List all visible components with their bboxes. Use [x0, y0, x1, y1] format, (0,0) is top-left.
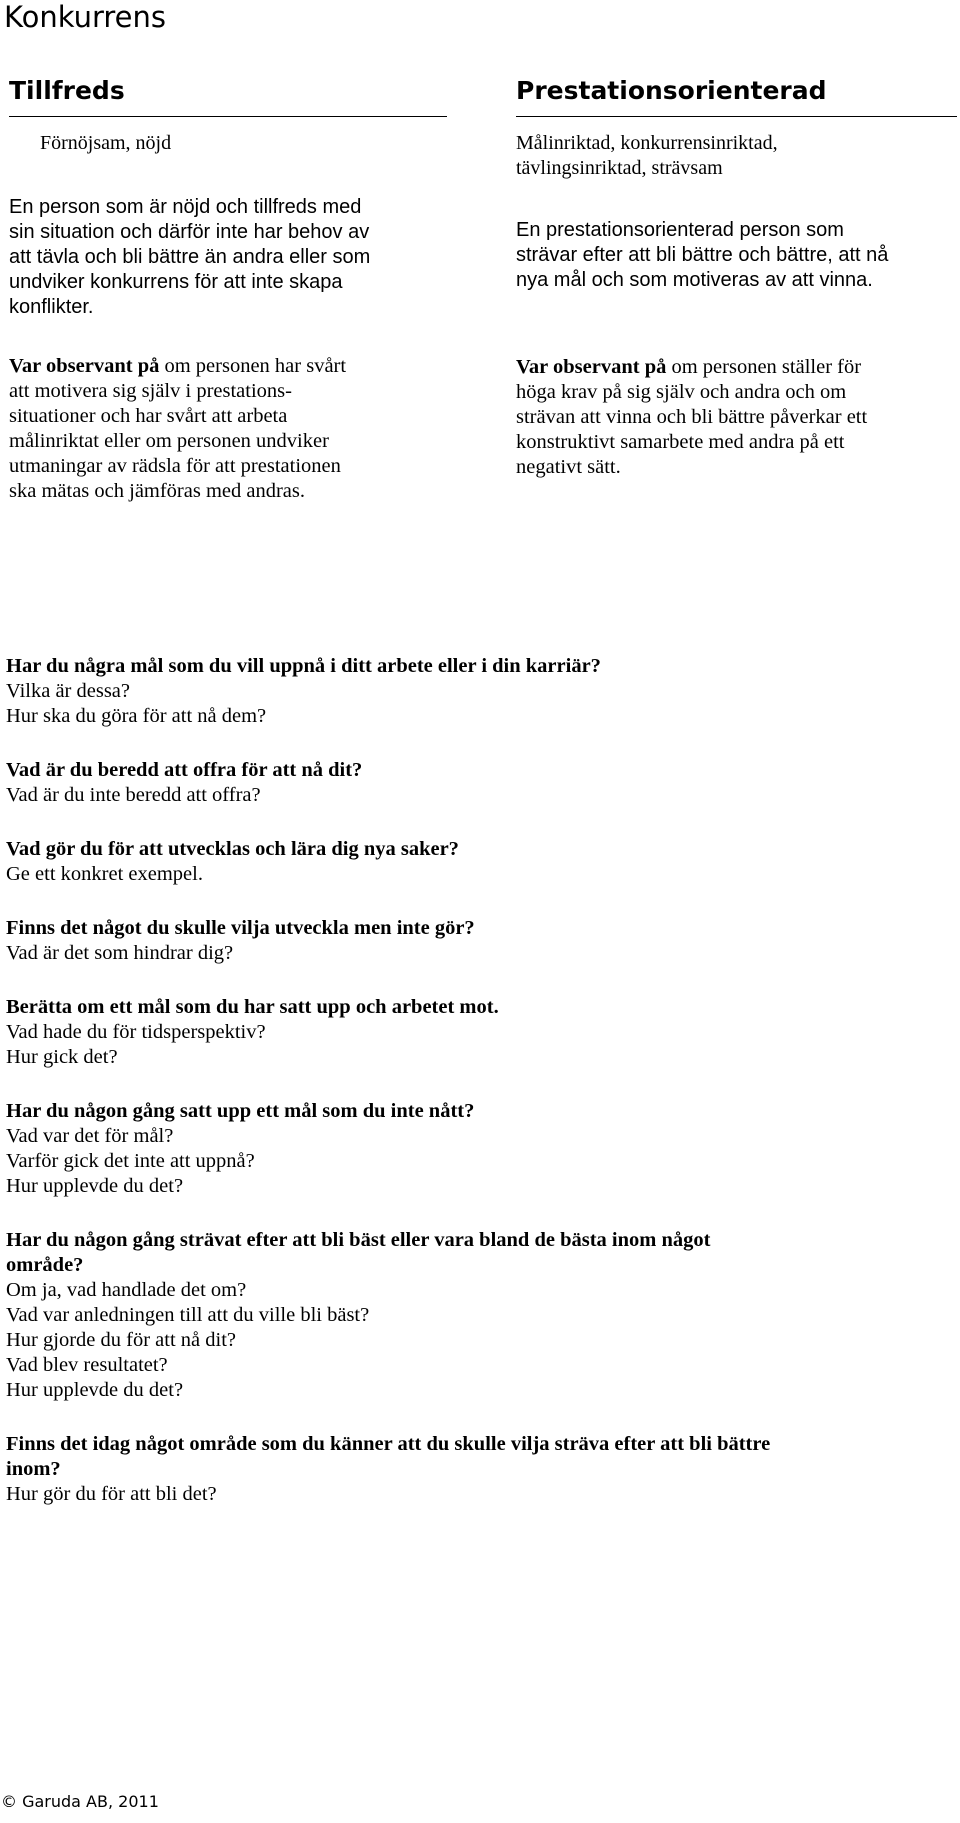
text-line: höga krav på sig själv och andra och om — [516, 381, 847, 403]
text-line: konflikter. — [9, 296, 94, 318]
question-block — [6, 654, 954, 729]
text-line: En prestationsorienterad person som — [516, 219, 844, 241]
question-followup: Hur gör du för att bli det? — [6, 1483, 217, 1505]
question-main: Har du någon gång satt upp ett mål som du inte nått? — [6, 1100, 475, 1122]
text-line: konstruktivt samarbete med andra på ett — [516, 431, 845, 453]
question-followup: Vad är du inte beredd att offra? — [6, 784, 261, 806]
question-followup: Hur gjorde du för att nå dit? — [6, 1329, 236, 1351]
question-block — [6, 837, 954, 887]
question-main: Vad gör du för att utvecklas och lära dig nya saker? — [6, 838, 459, 860]
text-line: tävlingsinriktad, strävsam — [516, 157, 723, 179]
column-prestationsorienterad — [516, 76, 960, 480]
text-line: målinriktat eller om personen undviker — [9, 430, 329, 452]
question-block — [6, 995, 954, 1070]
interview-questions — [6, 654, 954, 1536]
observe-lead: Var observant på — [9, 355, 160, 377]
question-main: Finns det något du skulle vilja utveckla men inte gör? — [6, 917, 475, 939]
question-followup: Hur ska du göra för att nå dem? — [6, 705, 267, 727]
text-line: att motivera sig själv i prestations- — [9, 380, 292, 402]
question-followup: Ge ett konkret exempel. — [6, 863, 203, 885]
text-line: sin situation och därför inte har behov av — [9, 221, 370, 243]
question-main: inom? — [6, 1458, 61, 1480]
question-followup: Vilka är dessa? — [6, 680, 130, 702]
question-followup: Om ja, vad handlade det om? — [6, 1279, 247, 1301]
text-line — [516, 355, 960, 380]
column-description-prestationsorienterad — [516, 218, 960, 293]
question-block — [6, 1099, 954, 1199]
column-observe-tillfreds — [9, 354, 449, 504]
text-line: nya mål och som motiveras av att vinna. — [516, 269, 873, 291]
column-heading-prestationsorienterad: Prestationsorienterad — [516, 76, 957, 117]
text-line: situationer och har svårt att arbeta — [9, 405, 288, 427]
question-followup: Varför gick det inte att uppnå? — [6, 1150, 255, 1172]
text-line: Målinriktad, konkurrensinriktad, — [516, 132, 778, 154]
text-line: strävan att vinna och bli bättre påverkar ett — [516, 406, 868, 428]
question-followup: Vad blev resultatet? — [6, 1354, 168, 1376]
text-line: negativt sätt. — [516, 456, 621, 478]
question-block — [6, 1432, 954, 1507]
question-followup: Hur upplevde du det? — [6, 1379, 184, 1401]
question-main: Vad är du beredd att offra för att nå dit? — [6, 759, 363, 781]
question-followup: Hur gick det? — [6, 1046, 118, 1068]
question-block — [6, 758, 954, 808]
page-title: Konkurrens — [4, 0, 167, 34]
footer-copyright: © Garuda AB, 2011 — [1, 1792, 159, 1811]
text-line: ska mätas och jämföras med andras. — [9, 480, 306, 502]
question-main: område? — [6, 1254, 84, 1276]
column-description-tillfreds — [9, 195, 449, 320]
text-line: undviker konkurrens för att inte skapa — [9, 271, 343, 293]
text-line — [9, 354, 449, 379]
question-main: Har du någon gång strävat efter att bli bäst eller vara bland de bästa inom något — [6, 1229, 711, 1251]
column-observe-prestationsorienterad — [516, 355, 960, 480]
question-followup: Hur upplevde du det? — [6, 1175, 184, 1197]
question-followup: Vad hade du för tidsperspektiv? — [6, 1021, 266, 1043]
text-line: En person som är nöjd och tillfreds med — [9, 196, 362, 218]
text-line: att tävla och bli bättre än andra eller som — [9, 246, 371, 268]
question-main: Har du några mål som du vill uppnå i ditt arbete eller i din karriär? — [6, 655, 601, 677]
question-followup: Vad är det som hindrar dig? — [6, 942, 234, 964]
column-subtitle-tillfreds: Förnöjsam, nöjd — [40, 132, 172, 154]
question-followup: Vad var det för mål? — [6, 1125, 174, 1147]
text-line: utmaningar av rädsla för att prestationen — [9, 455, 341, 477]
question-block — [6, 1228, 954, 1403]
column-subtitle-prestationsorienterad — [516, 131, 960, 181]
column-tillfreds — [9, 76, 449, 504]
observe-text: om personen ställer för — [666, 356, 862, 378]
question-block — [6, 916, 954, 966]
column-heading-tillfreds: Tillfreds — [9, 76, 447, 117]
question-main: Finns det idag något område som du känner att du skulle vilja sträva efter att bli bättre — [6, 1433, 771, 1455]
text-line: strävar efter att bli bättre och bättre, att nå — [516, 244, 889, 266]
observe-lead: Var observant på — [516, 356, 667, 378]
question-main: Berätta om ett mål som du har satt upp och arbetet mot. — [6, 996, 499, 1018]
observe-text: om personen har svårt — [159, 355, 347, 377]
question-followup: Vad var anledningen till att du ville bli bäst? — [6, 1304, 370, 1326]
